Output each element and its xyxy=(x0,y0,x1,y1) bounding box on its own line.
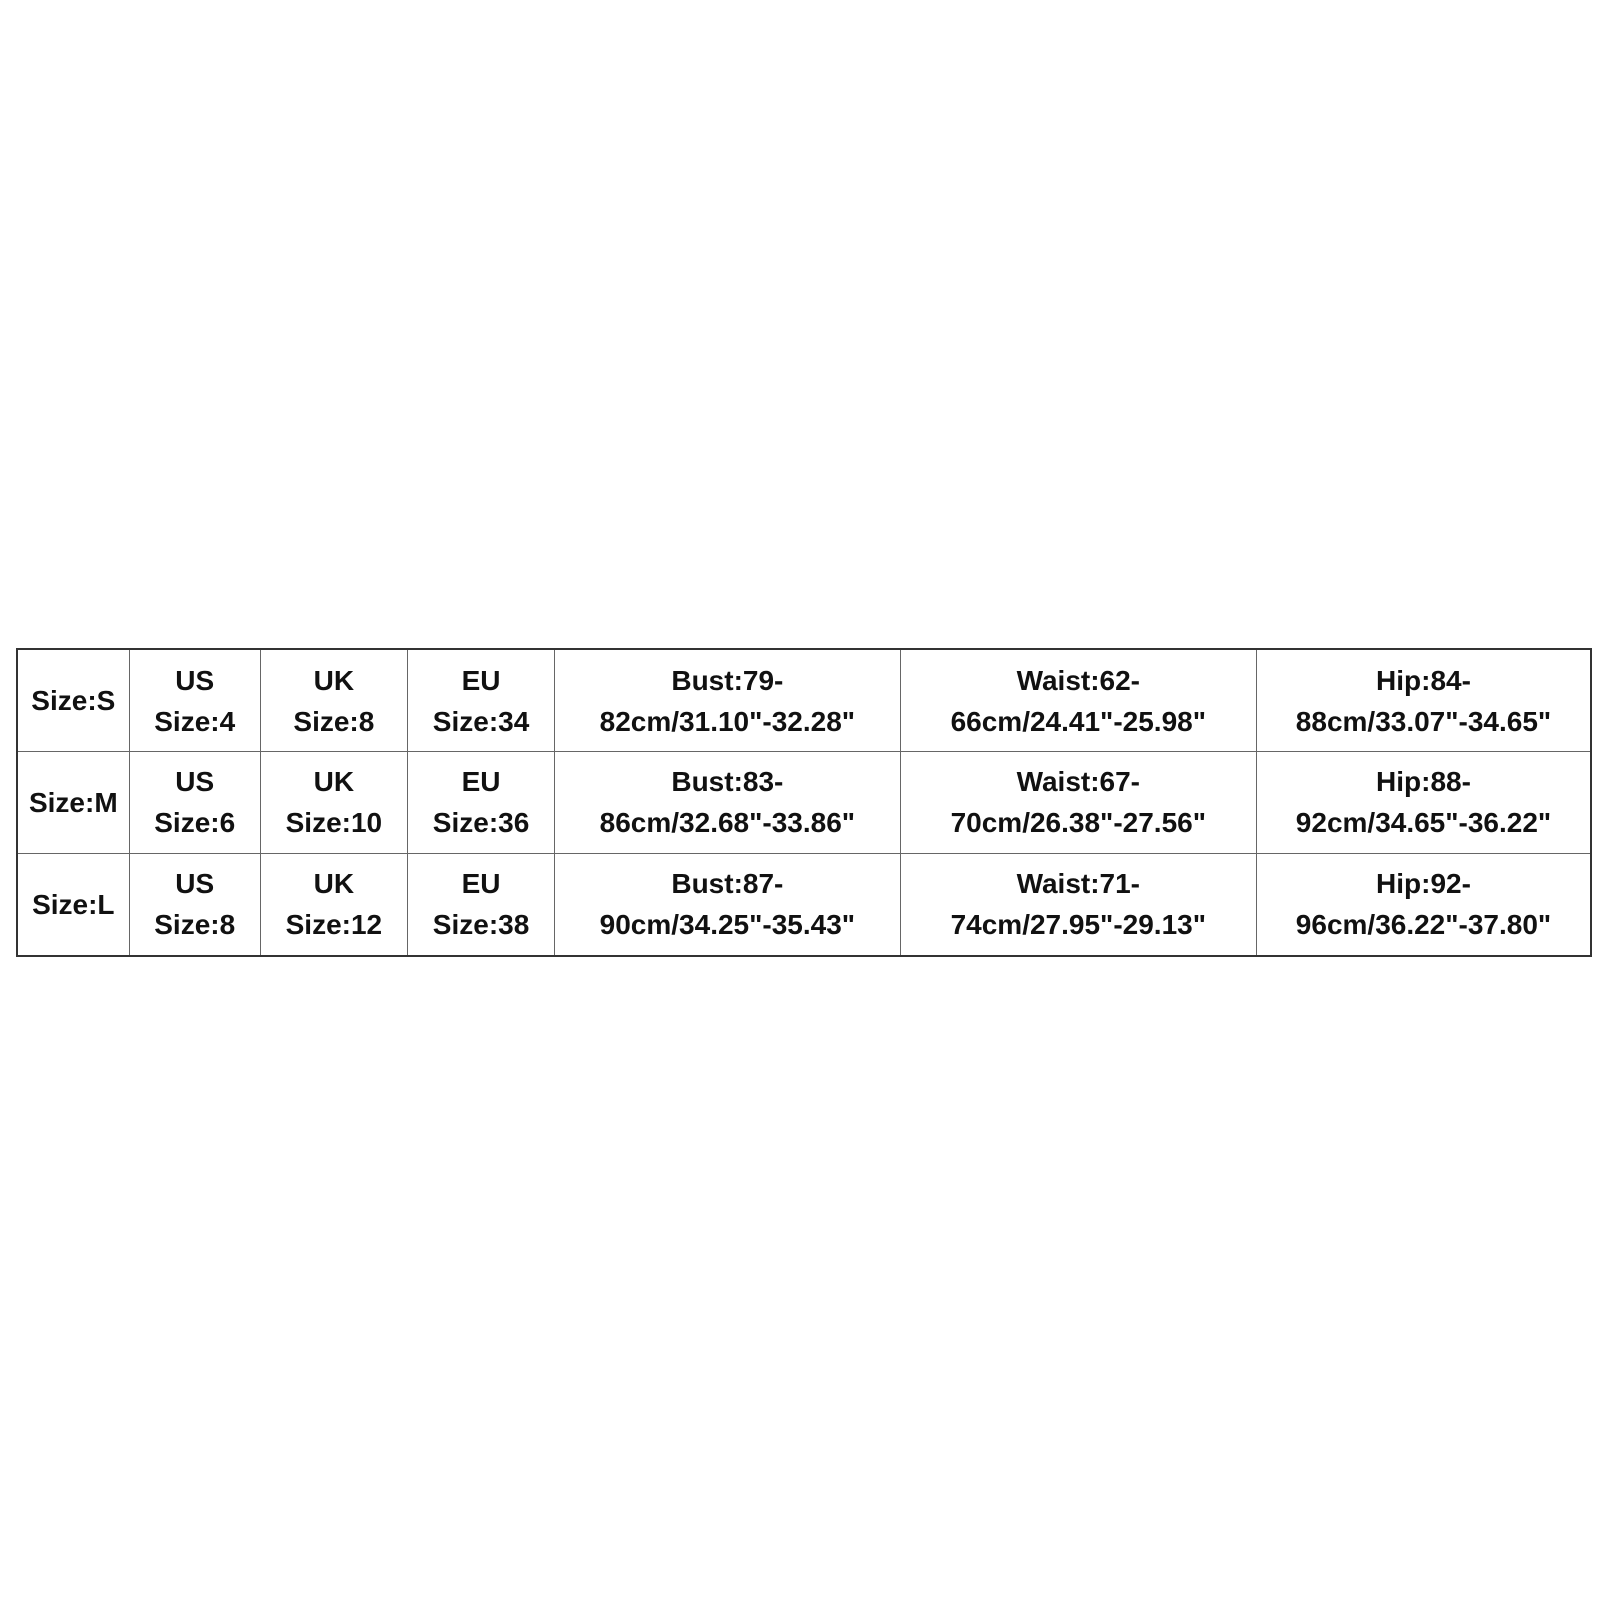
us-label: US xyxy=(175,868,215,900)
waist-cell xyxy=(900,853,1256,956)
eu-label: EU xyxy=(461,868,501,900)
table-row-size-s xyxy=(17,649,1591,752)
hip-line-1: Hip:84- xyxy=(1376,664,1471,696)
size-label: Size:M xyxy=(28,786,118,818)
waist-line-1: Waist:67- xyxy=(1016,766,1141,798)
hip-line-1: Hip:92- xyxy=(1376,868,1471,900)
eu-size-value: Size:36 xyxy=(432,807,530,839)
uk-label: UK xyxy=(313,664,355,696)
size-label-cell xyxy=(17,752,129,854)
uk-size-cell xyxy=(260,853,407,956)
size-label: Size:L xyxy=(32,888,115,920)
us-size-cell xyxy=(129,752,260,854)
hip-line-2: 92cm/34.65"-36.22" xyxy=(1295,807,1552,839)
uk-size-value: Size:8 xyxy=(293,705,375,737)
size-label-cell xyxy=(17,649,129,752)
eu-size-value: Size:34 xyxy=(432,705,530,737)
bust-line-1: Bust:87- xyxy=(671,868,784,900)
bust-line-2: 90cm/34.25"-35.43" xyxy=(599,909,856,941)
waist-line-2: 66cm/24.41"-25.98" xyxy=(950,705,1206,737)
us-size-cell xyxy=(129,649,260,752)
bust-cell xyxy=(555,752,900,854)
eu-label: EU xyxy=(461,766,501,798)
bust-line-2: 82cm/31.10"-32.28" xyxy=(599,705,856,737)
hip-line-1: Hip:88- xyxy=(1376,766,1471,798)
waist-cell xyxy=(900,649,1256,752)
us-size-value: Size:8 xyxy=(154,909,236,941)
waist-line-2: 70cm/26.38"-27.56" xyxy=(950,807,1206,839)
size-label: Size:S xyxy=(31,685,116,717)
us-label: US xyxy=(175,664,215,696)
bust-cell xyxy=(555,649,900,752)
eu-size-value: Size:38 xyxy=(432,909,530,941)
eu-size-cell xyxy=(407,853,554,956)
uk-label: UK xyxy=(313,868,355,900)
bust-cell xyxy=(555,853,900,956)
uk-size-cell xyxy=(260,752,407,854)
hip-cell xyxy=(1257,649,1591,752)
us-size-value: Size:6 xyxy=(154,807,236,839)
size-chart-table xyxy=(16,648,1592,957)
bust-line-1: Bust:79- xyxy=(671,664,784,696)
eu-label: EU xyxy=(461,664,501,696)
hip-cell xyxy=(1257,752,1591,854)
us-label: US xyxy=(175,766,215,798)
table-row-size-m xyxy=(17,752,1591,854)
uk-size-value: Size:10 xyxy=(285,807,383,839)
us-size-value: Size:4 xyxy=(154,705,236,737)
uk-label: UK xyxy=(313,766,355,798)
eu-size-cell xyxy=(407,649,554,752)
waist-cell xyxy=(900,752,1256,854)
size-label-cell xyxy=(17,853,129,956)
waist-line-1: Waist:62- xyxy=(1016,664,1141,696)
hip-cell xyxy=(1257,853,1591,956)
hip-line-2: 96cm/36.22"-37.80" xyxy=(1295,909,1552,941)
bust-line-2: 86cm/32.68"-33.86" xyxy=(599,807,856,839)
table-row-size-l xyxy=(17,853,1591,956)
hip-line-2: 88cm/33.07"-34.65" xyxy=(1295,705,1552,737)
uk-size-cell xyxy=(260,649,407,752)
waist-line-2: 74cm/27.95"-29.13" xyxy=(950,909,1206,941)
waist-line-1: Waist:71- xyxy=(1016,868,1141,900)
eu-size-cell xyxy=(407,752,554,854)
uk-size-value: Size:12 xyxy=(285,909,383,941)
bust-line-1: Bust:83- xyxy=(671,766,784,798)
us-size-cell xyxy=(129,853,260,956)
